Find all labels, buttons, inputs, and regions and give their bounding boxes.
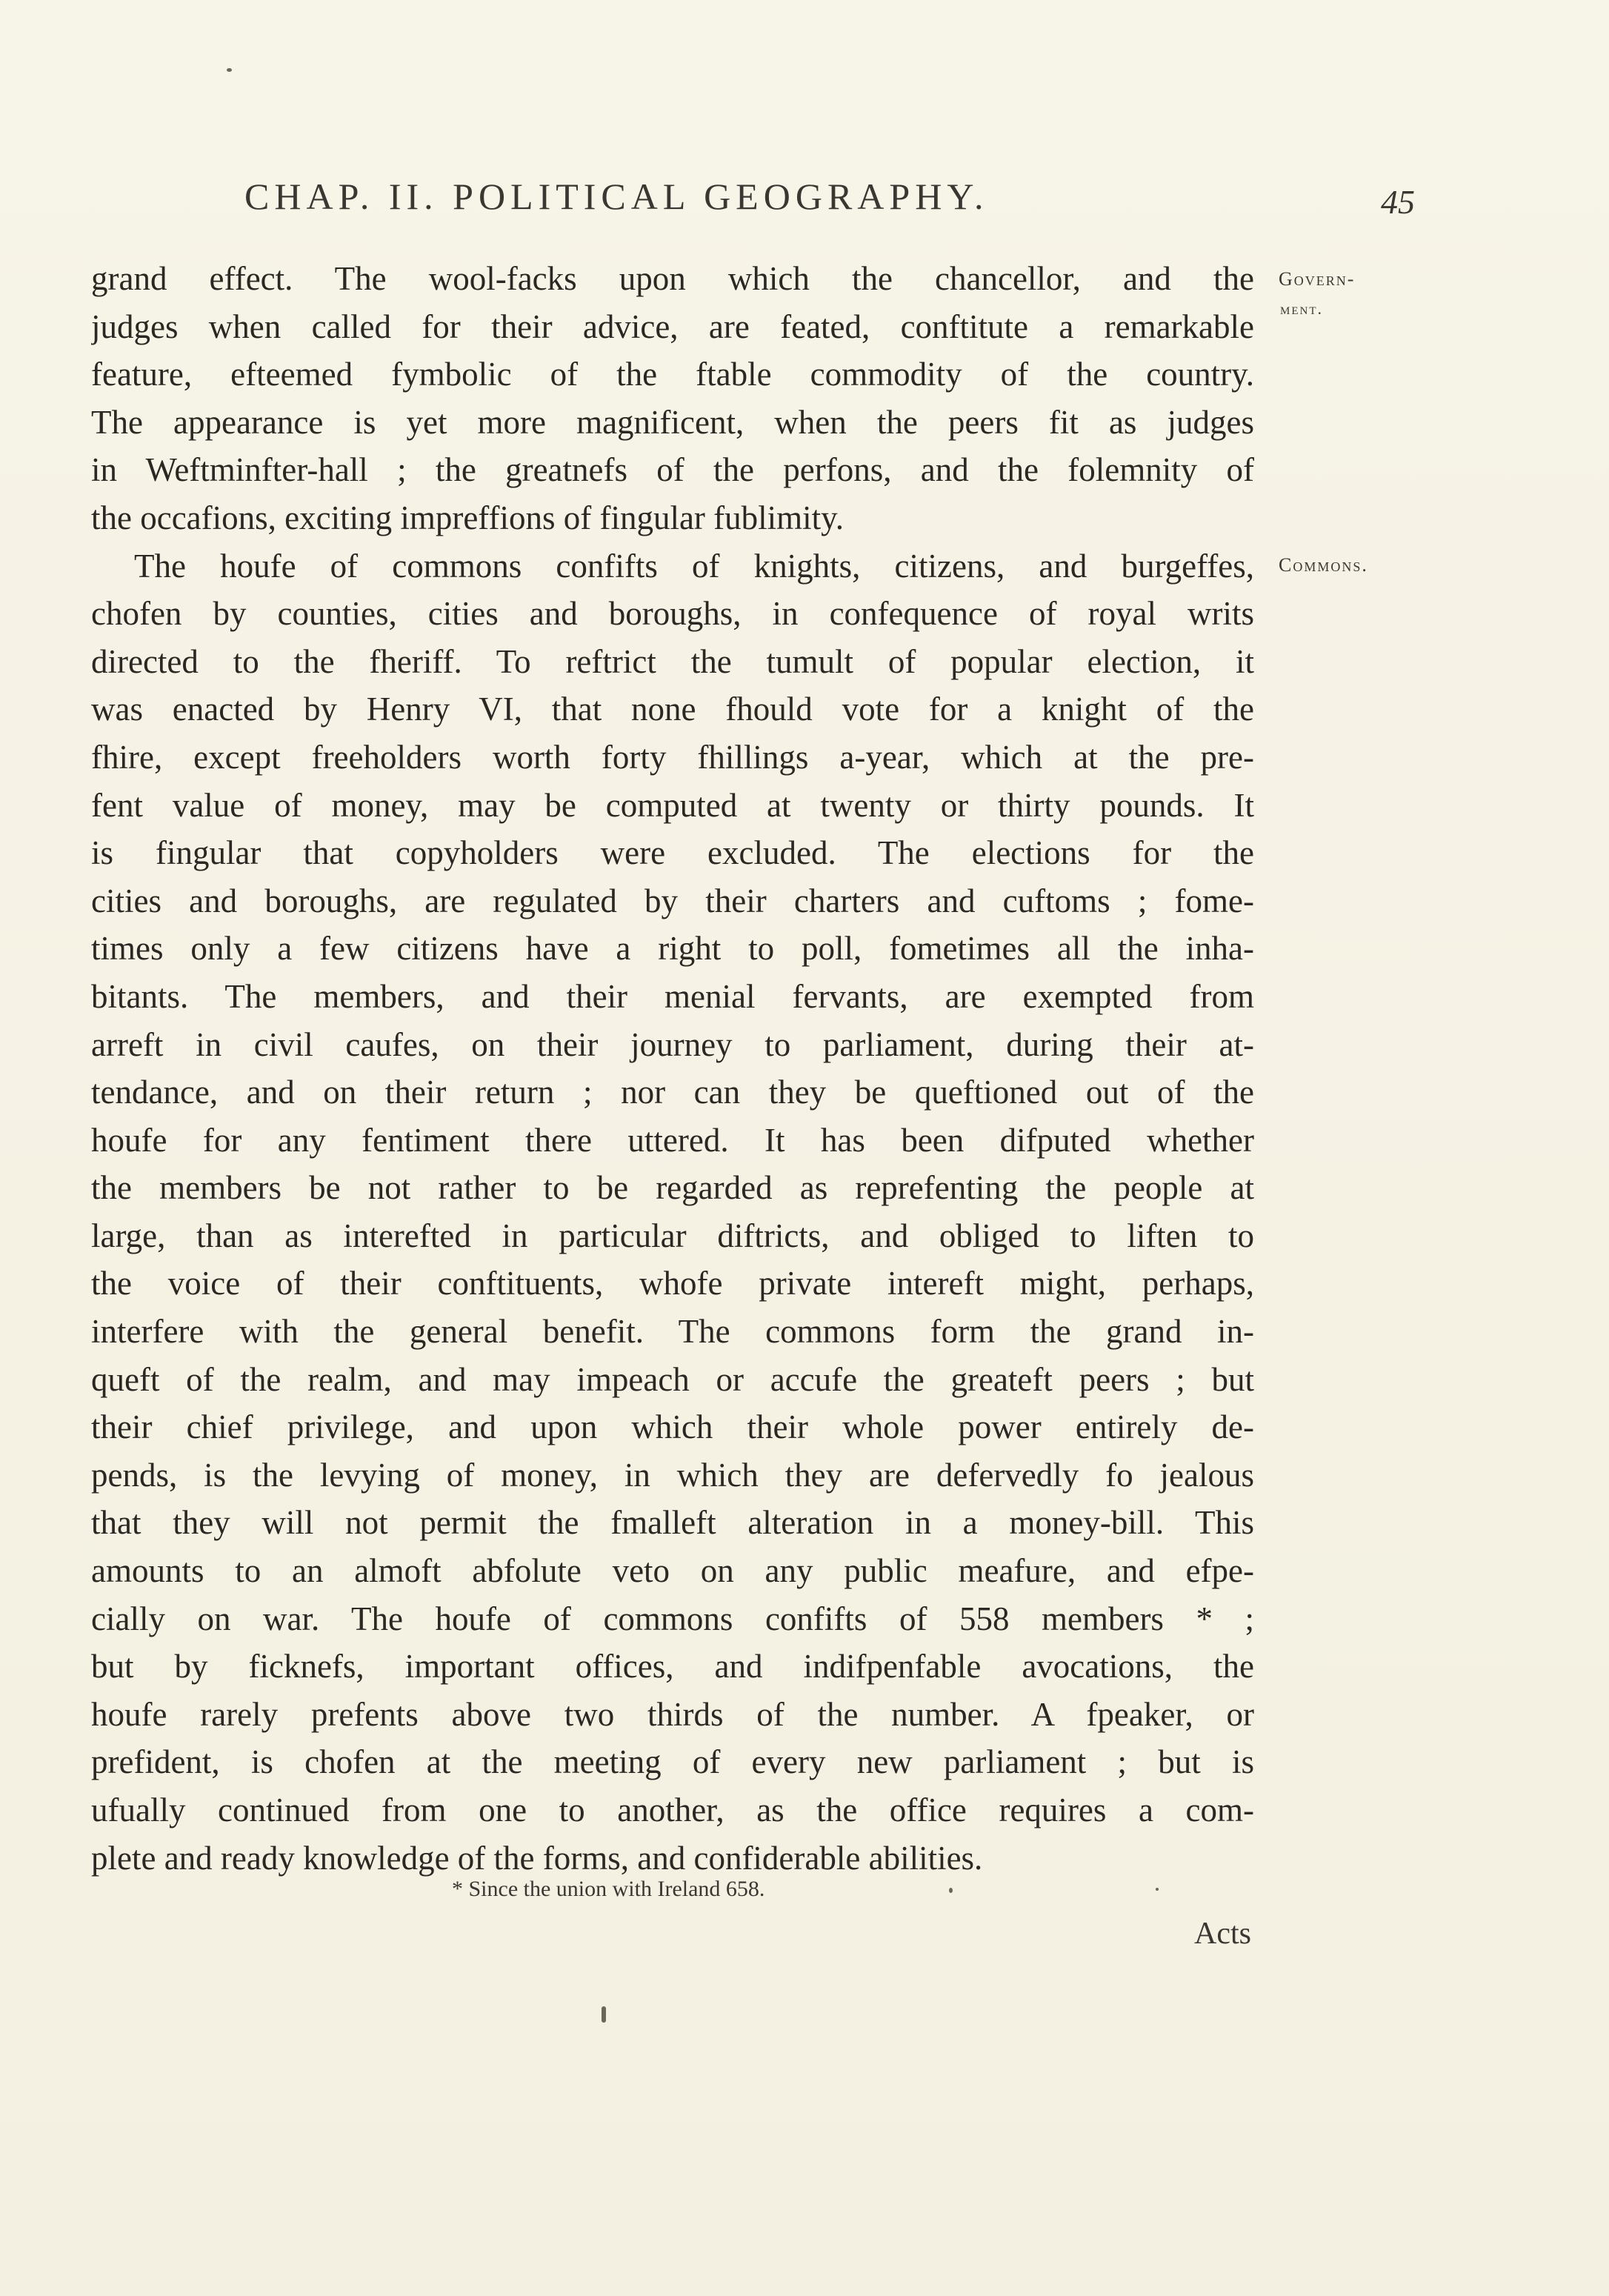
text-line: bitants. The members, and their menial fervants, are exempted from: [91, 977, 1254, 1015]
page-number: 45: [1381, 183, 1415, 221]
text-line: queft of the realm, and may impeach or accufe the greateft peers ; but: [91, 1360, 1254, 1398]
running-head: CHAP. II. POLITICAL GEOGRAPHY.: [244, 176, 989, 217]
text-line: fent value of money, may be computed at twenty or thirty pounds. It: [91, 786, 1254, 824]
text-line: is fingular that copyholders were excluded. The elections for the: [91, 834, 1254, 872]
text-line: arreft in civil caufes, on their journey to parliament, during their at-: [91, 1025, 1254, 1063]
text-line: ufually continued from one to another, as the office requires a com-: [91, 1791, 1254, 1829]
text-line: large, than as interefted in particular diftricts, and obliged to liften to: [91, 1217, 1254, 1254]
text-line: prefident, is chofen at the meeting of every new parliament ; but is: [91, 1743, 1254, 1781]
text-line: the voice of their conftituents, whofe private intereft might, perhaps,: [91, 1265, 1254, 1302]
margin-note-government-cont: ment.: [1280, 299, 1323, 318]
text-line: that they will not permit the fmalleft alteration in a money-bill. This: [91, 1504, 1254, 1542]
text-line: cities and boroughs, are regulated by their charters and cuftoms ; fome-: [91, 882, 1254, 919]
text-line: plete and ready knowledge of the forms, and confiderable abilities.: [91, 1839, 983, 1877]
text-line: but by ficknefs, important offices, and indifpenfable avocations, the: [91, 1648, 1254, 1686]
text-line: times only a few citizens have a right to poll, fometimes all the inha-: [91, 930, 1254, 968]
text-line: was enacted by Henry VI, that none fhould vote for a knight of the: [91, 691, 1254, 728]
text-line: houfe rarely prefents above two thirds of the number. A fpeaker, or: [91, 1695, 1254, 1733]
text-line: fhire, except freeholders worth forty fhillings a-year, which at the pre-: [91, 738, 1254, 776]
text-line: houfe for any fentiment there uttered. It has been difputed whether: [91, 1121, 1254, 1159]
margin-note-commons: Commons.: [1279, 554, 1368, 576]
body-text: [91, 255, 1254, 1882]
text-line: interfere with the general benefit. The commons form the grand in-: [91, 1313, 1254, 1351]
text-line: The houfe of commons confifts of knights, citizens, and burgeffes,: [134, 547, 1254, 585]
text-line: pends, is the levying of money, in which they are defervedly fo jealous: [91, 1456, 1254, 1494]
text-line: judges when called for their advice, are feated, conftitute a remarkable: [91, 307, 1254, 345]
ink-speck: [1156, 1888, 1159, 1891]
ink-speck: [602, 2006, 606, 2023]
ink-speck: [227, 68, 232, 72]
text-line: grand effect. The wool-facks upon which the chancellor, and the: [91, 260, 1254, 297]
catchword: Acts: [1194, 1917, 1251, 1951]
text-line: in Weftminfter-hall ; the greatnefs of the perfons, and the folemnity of: [91, 451, 1254, 489]
margin-note-government: Govern-: [1279, 268, 1356, 290]
text-line: tendance, and on their return ; nor can they be queftioned out of the: [91, 1074, 1254, 1111]
text-line: the members be not rather to be regarded as reprefenting the people at: [91, 1169, 1254, 1207]
text-line: The appearance is yet more magnificent, when the peers fit as judges: [91, 403, 1254, 441]
text-line: cially on war. The houfe of commons confifts of 558 members * ;: [91, 1600, 1254, 1637]
text-line: directed to the fheriff. To reftrict the tumult of popular election, it: [91, 642, 1254, 680]
text-line: the occafions, exciting impreffions of fingular fublimity.: [91, 499, 844, 536]
text-line: amounts to an almoft abfolute veto on any public meafure, and efpe-: [91, 1552, 1254, 1590]
ink-speck: [949, 1888, 953, 1893]
footnote: * Since the union with Ireland 658.: [452, 1877, 765, 1901]
text-line: their chief privilege, and upon which their whole power entirely de-: [91, 1408, 1254, 1446]
text-line: feature, efteemed fymbolic of the ftable commodity of the country.: [91, 356, 1254, 393]
text-line: chofen by counties, cities and boroughs, in confequence of royal writs: [91, 595, 1254, 633]
